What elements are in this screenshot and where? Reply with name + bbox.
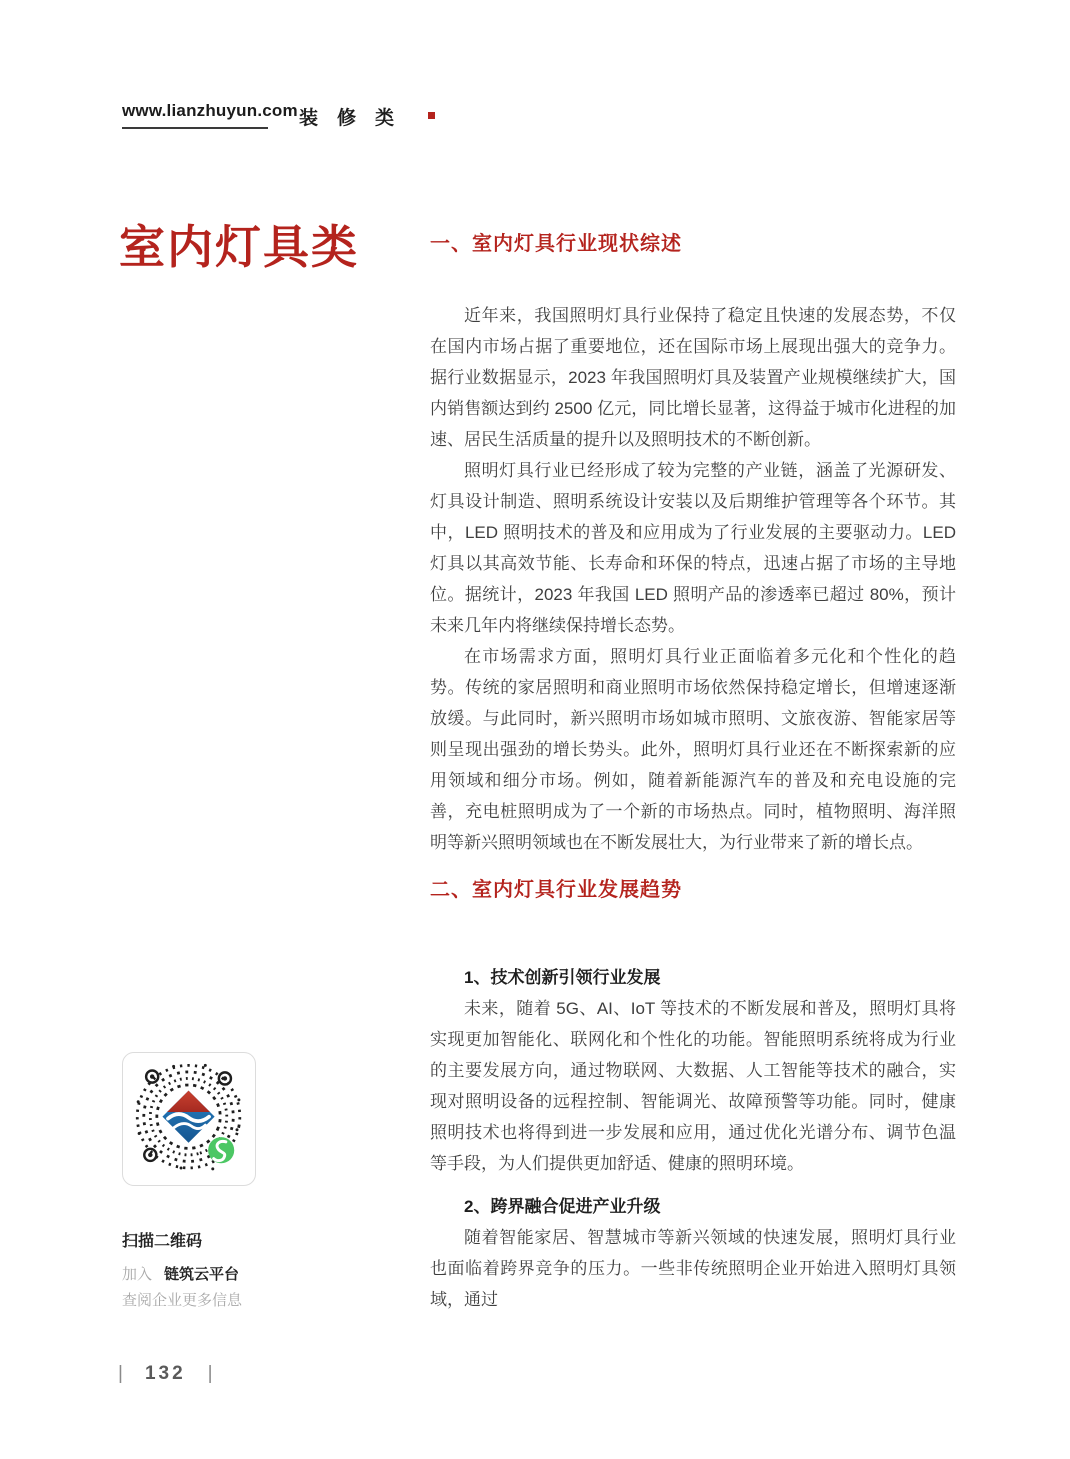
subsection2-title: 2、跨界融合促进产业升级	[464, 1197, 661, 1216]
category-label: 装修类	[299, 108, 414, 129]
qr-code-image	[127, 1057, 251, 1181]
qr-code-container	[122, 1052, 256, 1186]
subsection1-title: 1、技术创新引领行业发展	[464, 968, 661, 987]
page-title: 室内灯具类	[119, 221, 359, 273]
qr-caption-platform: 链筑云平台	[164, 1266, 240, 1283]
page-number: 132	[144, 1363, 186, 1384]
qr-caption-title: 扫描二维码	[122, 1233, 203, 1250]
main-content	[430, 230, 956, 1315]
section1-heading: 一、室内灯具行业现状综述	[430, 233, 682, 255]
qr-caption-join-line	[122, 1263, 239, 1284]
qr-caption-join: 加入	[122, 1266, 153, 1283]
lianzhuyun-logo-icon	[161, 1090, 215, 1144]
footer-bar-right: |	[207, 1363, 213, 1384]
qr-caption-more: 查阅企业更多信息	[122, 1292, 243, 1309]
wechat-icon	[208, 1137, 234, 1163]
header-underline	[122, 127, 268, 129]
section1-paragraph-1: 近年来，我国照明灯具行业保持了稳定且快速的发展态势，不仅在国内市场占据了重要地位，还在国际市场上展现出强大的竞争力。据行业数据显示，2023 年我国照明灯具及装置产业规模继续扩大，国内销售额达到约 2500 亿元，同比增长显著，这得益于城市化进程的加速、居民生活质量的提升以及照明技术的不断创新。	[430, 306, 956, 449]
footer-bar-left: |	[118, 1363, 123, 1384]
section1-paragraph-2: 照明灯具行业已经形成了较为完整的产业链，涵盖了光源研发、灯具设计制造、照明系统设计安装以及后期维护管理等各个环节。其中，LED 照明技术的普及和应用成为了行业发展的主要驱动力。LED 灯具以其高效节能、长寿命和环保的特点，迅速占据了市场的主导地位。据统计，2023 年我国 LED 照明产品的渗透率已超过 80%，预计未来几年内将继续保持增长态势。	[430, 461, 956, 635]
subsection1-paragraph: 未来，随着 5G、AI、IoT 等技术的不断发展和普及，照明灯具将实现更加智能化、联网化和个性化的功能。智能照明系统将成为行业的主要发展方向，通过物联网、大数据、人工智能等技术的融合，实现对照明设备的远程控制、智能调光、故障预警等功能。同时，健康照明技术也将得到进一步发展和应用，通过优化光谱分布、调节色温等手段，为人们提供更加舒适、健康的照明环境。	[430, 999, 956, 1173]
section1-paragraph-3: 在市场需求方面，照明灯具行业正面临着多元化和个性化的趋势。传统的家居照明和商业照明市场依然保持稳定增长，但增速逐渐放缓。与此同时，新兴照明市场如城市照明、文旅夜游、智能家居等则呈现出强劲的增长势头。此外，照明灯具行业还在不断探索新的应用领域和细分市场。例如，随着新能源汽车的普及和充电设施的完善，充电桩照明成为了一个新的市场热点。同时，植物照明、海洋照明等新兴照明领域也在不断发展壮大，为行业带来了新的增长点。	[430, 647, 956, 852]
subsection2-paragraph: 随着智能家居、智慧城市等新兴领域的快速发展，照明灯具行业也面临着跨界竞争的压力。一些非传统照明企业开始进入照明灯具领域，通过	[430, 1228, 956, 1309]
page-footer	[118, 1363, 213, 1385]
red-square-icon	[428, 112, 435, 119]
section2-heading: 二、室内灯具行业发展趋势	[430, 879, 682, 901]
site-url: www.lianzhuyun.com	[122, 101, 298, 120]
